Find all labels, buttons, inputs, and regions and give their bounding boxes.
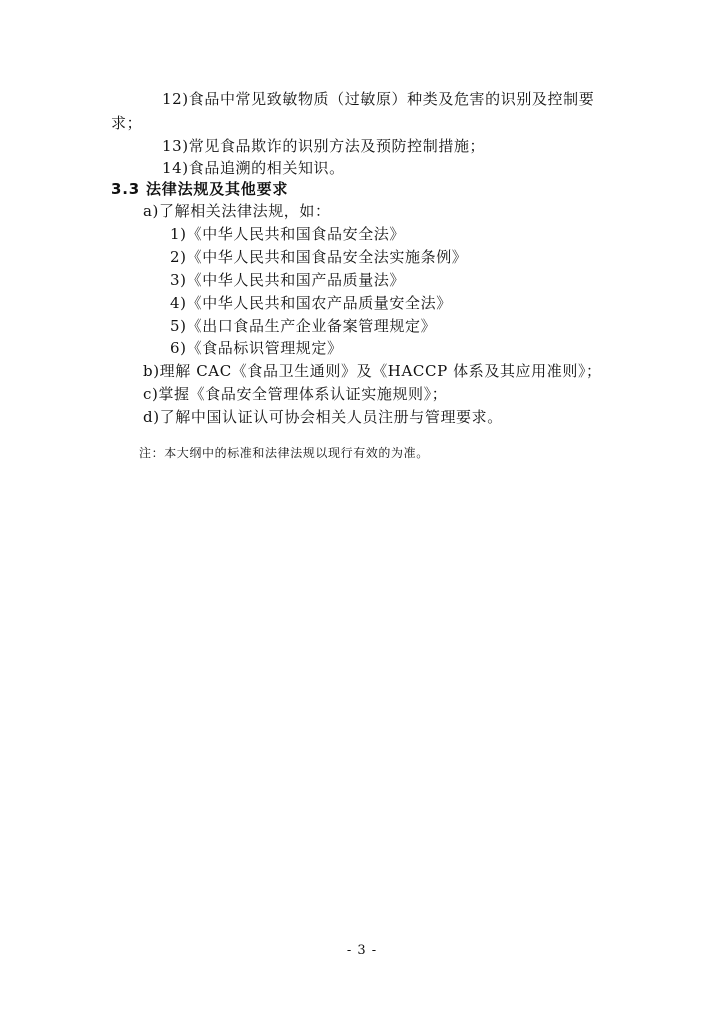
law-item-5: 5)《出口食品生产企业备案管理规定》 xyxy=(170,317,437,335)
law-item-6: 6)《食品标识管理规定》 xyxy=(170,339,343,357)
law-item-2: 2)《中华人民共和国食品安全法实施条例》 xyxy=(170,248,468,266)
item-13: 13)常见食品欺诈的识别方法及预防控制措施； xyxy=(162,137,486,155)
item-12-line-2: 求； xyxy=(111,114,143,132)
section-a-intro: a)了解相关法律法规，如： xyxy=(143,202,331,220)
item-12-line-1: 12)食品中常见致敏物质（过敏原）种类及危害的识别及控制要 xyxy=(162,90,595,108)
law-item-4: 4)《中华人民共和国农产品质量安全法》 xyxy=(170,294,452,312)
section-d: d)了解中国认证认可协会相关人员注册与管理要求。 xyxy=(143,408,503,426)
footnote: 注：本大纲中的标准和法律法规以现行有效的为准。 xyxy=(139,446,429,460)
item-14: 14)食品追溯的相关知识。 xyxy=(162,159,345,177)
section-c: c)掌握《食品安全管理体系认证实施规则》； xyxy=(143,385,448,403)
law-item-3: 3)《中华人民共和国产品质量法》 xyxy=(170,271,405,289)
law-item-1: 1)《中华人民共和国食品安全法》 xyxy=(170,225,405,243)
section-heading: 3.3 法律法规及其他要求 xyxy=(111,180,289,198)
section-b: b)理解 CAC《食品卫生通则》及《HACCP 体系及其应用准则》； xyxy=(143,362,602,380)
page-number: - 3 - xyxy=(346,943,378,958)
